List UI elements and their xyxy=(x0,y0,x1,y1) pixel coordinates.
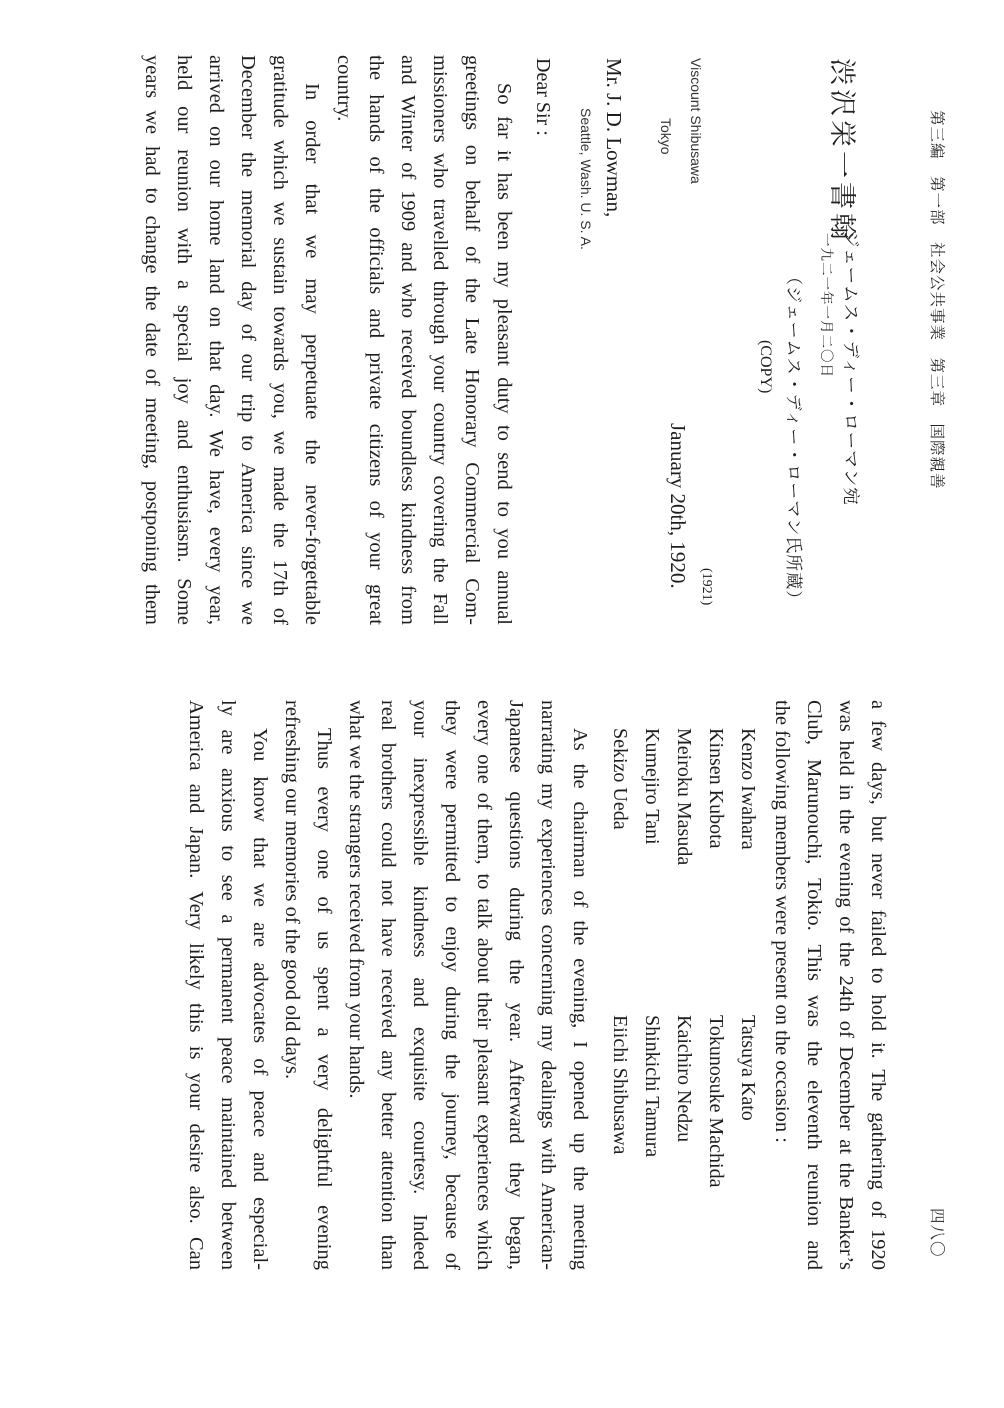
body-line: missioners who travelled through your country covering the Fall xyxy=(429,55,451,625)
body-line: As the chairman of the evening, I opened up the meeting xyxy=(569,728,591,1270)
body-line: was held in the evening of the 24th of December at the Banker’s xyxy=(835,700,857,1270)
body-line: what we the strangers received from your hands. xyxy=(345,700,367,1099)
title-date: 一九二一年一月二〇日 xyxy=(818,233,834,378)
body-line: arrived on our home land on that day. We have, every year, xyxy=(205,55,227,625)
year-annotation: (1921) xyxy=(699,568,714,606)
title-source: （ジェームス・ディー・ローマン氏所蔵） xyxy=(783,268,803,609)
member-name: Kinsen Kubota xyxy=(705,728,727,849)
list-item xyxy=(668,700,700,1270)
body-line: ly are anxious to see a permanent peace maintained between xyxy=(217,700,239,1270)
sender-name: Viscount Shibusawa xyxy=(688,58,704,184)
body-right-column xyxy=(180,700,894,1270)
body-line: country. xyxy=(333,55,355,122)
member-name: Eiichi Shibusawa xyxy=(609,1015,631,1155)
body-line: gratitude which we sustain towards you, we made the 17th of xyxy=(269,55,291,625)
body-line: Thus every one of us spent a very delightful evening xyxy=(313,728,335,1270)
title-recipient: ジェームス・ディー・ローマン宛 xyxy=(840,230,860,506)
body-line: your inexpressible kindness and exquisite courtesy. Indeed xyxy=(409,700,431,1270)
body-line: every one of them, to talk about their pleasant experiences which xyxy=(473,700,495,1270)
member-name: Sekizo Ueda xyxy=(609,728,631,830)
list-item xyxy=(700,700,732,1270)
members-list xyxy=(604,700,764,1270)
body-line: So far it has been my pleasant duty to send to you annual xyxy=(493,83,515,625)
addressee-address: Seattle, Wash. U. S. A. xyxy=(578,108,594,250)
salutation: Dear Sir : xyxy=(532,58,554,136)
body-line: greetings on behalf of the Late Honorary Commercial Com- xyxy=(461,55,483,625)
body-line: Japanese questions during the year. Afterward they began, xyxy=(505,700,527,1270)
body-line: held our reunion with a special joy and enthusiasm. Some xyxy=(173,55,195,625)
running-header: 第三編 第一部 社会公共事業 第三章 国際親善 xyxy=(928,110,946,490)
member-name: Tatsuya Kato xyxy=(737,1015,759,1121)
body-line: narrating my experiences concerning my dealings with American- xyxy=(537,700,559,1270)
member-name: Meiroku Masuda xyxy=(673,728,695,866)
body-line: America and Japan. Very likely this is your desire also. Can xyxy=(185,700,207,1270)
body-line: years we had to change the date of meeting, postponing them xyxy=(141,55,163,625)
member-name: Kumejiro Tani xyxy=(641,728,663,845)
body-line: a few days, but never failed to hold it. The gathering of 1920 xyxy=(867,700,889,1270)
body-line: they were permitted to enjoy during the journey, because of xyxy=(441,700,463,1270)
member-name: Kaichiro Nedzu xyxy=(673,1015,695,1143)
letter-date: January 20th, 1920. xyxy=(666,423,690,589)
body-line: the following members were present on the occasion : xyxy=(771,700,793,1143)
body-line: real brothers could not have received any better attention than xyxy=(377,700,399,1270)
list-item xyxy=(636,700,668,1270)
page-number: 四八〇 xyxy=(928,1208,946,1258)
body-line: and Winter of 1909 and who received boundless kindness from xyxy=(397,55,419,625)
sender-city: Tokyo xyxy=(658,118,674,155)
body-line: the hands of the officials and private citizens of your great xyxy=(365,55,387,625)
member-name: Kenzo Iwahara xyxy=(737,728,759,850)
body-line: December the memorial day of our trip to America since we xyxy=(237,55,259,625)
list-item xyxy=(732,700,764,1270)
body-left-column xyxy=(136,55,520,625)
list-item xyxy=(604,700,636,1270)
addressee-name: Mr. J. D. Lowman, xyxy=(602,58,626,218)
body-line: In order that we may perpetuate the never-forgettable xyxy=(301,83,323,625)
body-line: You know that we are advocates of peace and especial- xyxy=(249,728,271,1270)
member-name: Tokunosuke Machida xyxy=(705,1015,727,1188)
document-title: 渋沢栄一書翰 xyxy=(826,58,857,244)
body-line: Club, Marunouchi, Tokio. This was the eleventh reunion and xyxy=(803,700,825,1270)
copy-mark: (COPY) xyxy=(757,340,774,394)
member-name: Shinkichi Tamura xyxy=(641,1015,663,1158)
body-line: refreshing our memories of the good old days. xyxy=(281,700,303,1080)
